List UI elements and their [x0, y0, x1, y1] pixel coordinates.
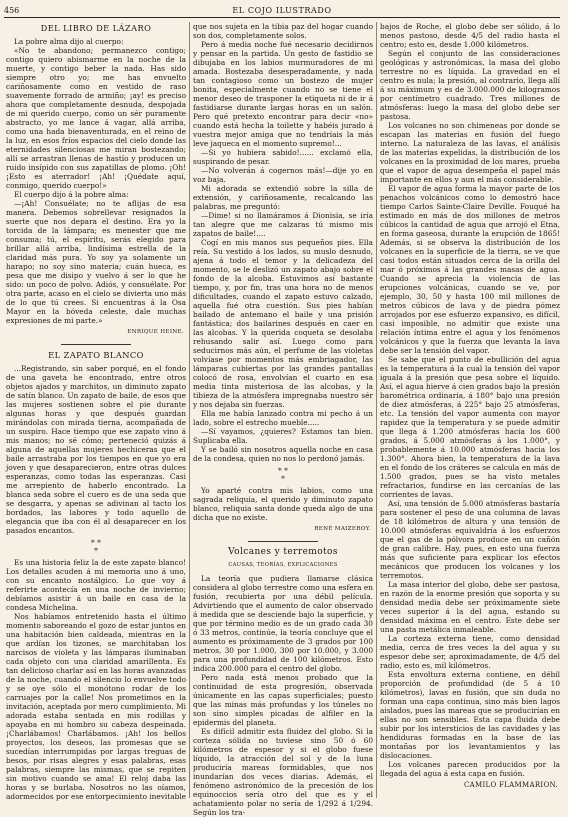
ornament-text: * * * — [91, 538, 101, 555]
page-number: 456 — [4, 6, 20, 15]
paragraph: —Si yo hubiera sabido!...... exclamó ella, suspirando de pesar. — [193, 148, 373, 166]
ornament-text: * * * — [278, 466, 288, 483]
article-subtitle: CAUSAS, TEORÍAS, EXPLICACIONES — [228, 562, 338, 568]
header-rule — [4, 17, 560, 18]
paragraph: Yo aparté contra mis labios, como una sagrada reliquia, el querido y diminuto zapato blanco, reliquia santa donde queda algo de una dicha que no existe. — [193, 486, 373, 522]
paragraph: que nos sujeta en la tibia paz del hogar cuando son dos, completamente solos. — [193, 22, 373, 40]
paragraph: Esta envoltura externa contiene, en débil proporción de profundidad (de 5 á 10 kilómetros), lavas en fusión, que sin duda no forman una capa continua, sino más bien lagos aislados, pues las mareas que se producirían en ellas no son sensibles. Esta capa fluida debe subir por los intersticios de las cavidades y las hendiduras formadas en la base de las montañas por los levantamientos y las dislocaciones. — [380, 670, 560, 760]
paragraph: —No volverán á cogernos más!—dije yo en voz baja. — [193, 166, 373, 184]
ornament-stars — [193, 467, 373, 483]
paragraph: El cuerpo dijo á la pobre alma: — [14, 190, 129, 199]
column-3 — [380, 22, 560, 800]
paragraph: La teoría que pudiera llamarse clásica considera al globo terrestre como una esfera en fusión, recubierta por una débil película. Advirtiendo que el aumento de calor observado á medida que se desciende bajo la superficie, y que por término medio es de un grado cada 30 ó 33 metros, continúe, la teoría concluye que el aumento es próximamente de 3 grados por 100 metros, 30 por 1.000, 300 por 10.000, y 3.000 para una profundidad de 100 kilómetros. Esto indica 200.000 para el centro del globo. — [193, 574, 373, 673]
paragraph: Cogí en mis manos sus pequeños pies. Ella reía. Su vestido á los lados, su muslo desnudo, ajena á todo el temor y la delicadeza del momento, se le deslizó un zapato abajo sobre el fondo de la alcoba. Estuvimos así bastante tiempo, y, por fin, tras una hora no de menos dificultades, cuando el zapato estuvo calzado, aquella fué otra cuestión. Sus pies habían bailado de antemano el baile y una prisión fantástica; dos bailarines después en caer en las alcobas. Y la querida coqueta se desolaba rehusando salir así. Luego como para seducirnos más aún, el perfume de las violetas volvíase por momentos más embriagador, las lámparas cubiertas por las grandes pantallas colocó de rosa, envolvían el cuarto en esa media tinta misteriosa de las alcobas, y la tibieza de la atmósfera impregnaba nuestro sér y nos dejaba sin fuerzas. — [193, 238, 373, 409]
paragraph: El vapor de agua forma la mayor parte de los penachos volcánicos como lo demostró hace tiempo Carlos Sainte-Claire Deville. Fouqué ha estimado en más de dos millones de metros cúbicos la cantidad de agua que arrojó el Etna, en forma gaseosa, durante la erupción de 1865! Además, si se observa la distribución de los volcanes en la superficie de la tierra, se ve que casi todos están situados cerca de la orilla del mar ó próximos á las grandes masas de agua. Cuando se aprecia la violencia de las erupciones volcánicas, cuando se ve, por ejemplo, 30, 50 y hasta 100 mil millones de metros cúbicos de lava y de piedra pómez arrojados por ese esfuerzo expansivo, es difícil, casi imposible, no admitir que existe una relación íntima entre el agua y los fenómenos volcánicos y que la fuerza que levanta la lava debe ser la tensión del vapor. — [380, 184, 560, 355]
column-divider — [376, 22, 377, 798]
paragraph: Pero á media noche fué necesario decidirnos y pensar en la partida. Un gesto de fastidio se dibujaba en los labios murmuradores de mi amada. Bostezaba desesperadamente, y nada tan contagioso como un bostezo de mujer bonita, especialmente cuando no se tiene el menor deseo de trasponer la etiqueta ni de ir á fastidiarse durante largas horas en un salón. Pero qué pretexto encontrar para decir «no» cuando está hecha la toilette y habéis jurado á vuestra mejor amiga que no tendríais la más leve jaqueca en el momento supremo!... — [193, 40, 373, 148]
paragraph: La corteza externa tiene, como densidad media, cerca de tres veces la del agua y su espesor debe ser, aproximadamente, de 4/5 del radio, esto es, mil kilómetros. — [380, 634, 560, 670]
column-2 — [193, 22, 373, 817]
paragraph: Y se bailó sin nosotros aquella noche en casa de la condesa, quien no nos lo perdonó jamás. — [193, 445, 373, 463]
paragraph: Pero nada está menos probado que la continuidad de esta progresión, observada únicamente en las capas superficiales; puesto que las minas más profundas y los túneles no son sino simples picadas de alfiler en la epidermis del planeta. — [193, 673, 373, 727]
author-signature: ENRIQUE HEINE. — [127, 329, 184, 335]
paragraph: Se sabe que el punto de ebullición del agua es la temperatura á la cual la tensión del vapor iguala á la presión que pesa sobre el líquido. Así, el agua hierve á cien grados bajo la presión barométrica ordinaria, á 180° bajo una presión de diez atmósferas, á 225° bajo 25 atmósferas, etc. La tensión del vapor aumenta con mayor rapidez que la temperatura y se puede admitir que llega á 1.200 atmósferas hacia los 600 grados, á 5.000 atmósferas á los 1.000°, y probablemente á 10.000 atmósferas hacia los 1.300°. Ahora bien, la temperatura de la lava en el fondo de los cráteres se calcula en más de 1.500 grados, pues se ha visto metales refractarios, fundirse en las cercanías de las corrientes de lavas. — [380, 355, 560, 499]
column-divider — [189, 22, 190, 798]
magazine-title: EL COJO ILUSTRADO — [232, 6, 332, 15]
paragraph: Es difícil admitir esta fluidez del globo. Si la corteza sólida no tuviese sino 50 ó 60 kilómetros de espesor y si el globo fuese líquido, la atracción del sol y de la luna produciría mareas formidables, que nos inundarían dos veces diarias. Además, el fenómeno astronómico de la precesión de los equinoccios sería otro del que es y el achatamiento polar no sería de 1/292 á 1/294. Según los tra- — [193, 727, 373, 817]
paragraph: ...Registrando, sin saber porqué, en el fondo de una gaveta he encontrado, entre otros objetos ajados y marchitos, un diminuto zapato de satín blanco. Un zapato de baile, de esos que las mujeres sostienen sobre el pie durante algunas horas y que después guardan mirándolas con mirada tierna, acompañada de un suspiro. Hace tiempo que ese zapato vino á mis manos; no sé cómo; perteneció quizás á alguna de aquellas mujeres hechiceras que el baile arrastraba por los tiempos en que yo era joven y que desaparecieron, entre otras dulces esperanzas, como todas las esperanzas. Casi me arrepiento de haberlo encontrado. La blanca seda sobre el cuero es de una seda que se desgarra, y apenas se adivinan al tacto los bordados, las labores y todo aquello de elegancia que iba con él al desaparecer en los pasados encantos. — [6, 364, 186, 535]
section-rule — [61, 344, 131, 345]
paragraph: Así, una tensión de 5.000 atmósferas bastaría para sostener el peso de una columna de lavas de 18 kilómetros de altura y una tensión de 10.000 atmósferas equivaldría á los esfuerzos que el gas de la pólvora produce en un cañón de gran calibre. Hay, pues, en esto una fuerza más que suficiente para explicar los efectos mecánicos que producen los volcanes y los terremotos. — [380, 499, 560, 580]
paragraph: —Sí vayamos, ¿quieres? Estamos tan bien. Suplicaba ella. — [193, 427, 373, 445]
paragraph: «No te abandono; permanezco contigo; contigo quiero abismarme en la noche de la muerte, y contigo beber la nada. Has sido siempre otro yo; me has envuelto cariñosamente como en vestido de raso suavemente forrado de armiño; ¡ay! es preciso ahora que completamente desnuda, despojada de mi querido cuerpo, como un sér puramente abstracto, yo me lance á vagar, allá arriba, como una hada bienaventurada, en el reino de la luz, en esos fríos espacios del cielo donde las eternidades silenciosas me miran bostezando; allí se arrastran llenas de hastío y producen un ruido insípido con sus zapatillas de plomo. ¡Oh! ¡Esto es aterrador! ¡Ah! ¡Quédate aquí, conmigo, querido cuerpo!» — [6, 46, 186, 190]
paragraph: La masa interior del globo, debe ser pastosa, en razón de la enorme presión que soporta y su densidad media debe ser próximamente siete veces superior á la del agua, estando su densidad máxima en el centro. Este debe ser una pasta metálica inmaleable. — [380, 580, 560, 634]
column-1 — [6, 22, 186, 800]
paragraph: La pobre alma dijo al cuerpo: — [14, 37, 124, 46]
author-signature: RENÉ MAIZEROY. — [314, 526, 371, 532]
paragraph: Es una historia feliz la de este zapato blanco! Los detalles acuden á mi memoria uno á uno, con su encanto nostálgico. Lo que voy á referirte acontecía en una noche de invierno; debíamos asistir á un baile en casa de la condesa Michelina. — [6, 558, 186, 612]
paragraph: Mi adorada se extendió sobre la silla de extensión, y cariñosamente, recalcando las palabras, me preguntó: — [193, 184, 373, 211]
paragraph: Los volcanes no son chimeneas por donde se escapan las materias en fusión del fuego interno. La naturaleza de las lavas, el análisis de las materias expelidas, la distribución de los volcanes en la proximidad de los mares, prueba que el vapor de agua desempeña el papel más importante en ellos y aun el más considerable. — [380, 121, 560, 184]
paragraph: Según el conjunto de las consideraciones geológicas y astronómicas, la masa del globo terrestre no es líquida. La gravedad en el centro es nula; la presión, al contrario, llega allí á su máximum y es de 3.000.000 de kilogramos por centímetro cuadrado. Tres millones de atmósferas: luego la masa del globo debe ser pastosa. — [380, 49, 560, 121]
paragraph: —¡Ah! Consuélate; no te aflijas de esa manera. Debemos sobrellevar resignados la suerte que nos depara el destino. Era yo la torcida de la lámpara; es menester que me consuma; tú, el espíritu, serás elegido para brillar allá arriba, lindísima estrella de la claridad más pura. Yo soy ya solamente un harapo; no soy sino materia; cuán hueca, es pesa que me disipo y vuelvo á ser lo que he sido: un poco de polvo. Adiós, y consuélate. Por otra parte, acaso en el cielo se divierta uno más de lo que tú crees. Si encuentras á la Osa Mayor en la bóveda celeste, dale muchas expresiones de mi parte.» — [6, 199, 186, 325]
section-rule — [248, 541, 318, 542]
paragraph: Ella me había lanzado contra mi pecho á un lado, sobre el estrecho mueble..... — [193, 409, 373, 427]
ornament-stars — [6, 539, 186, 555]
article-title-volcanes: Volcanes y terremotos — [228, 547, 338, 557]
paragraph: —Dime! si no llamáramos á Dionisia, se iría tan alegre que me calzaras tú mismo mis zapatos de baile!.... — [193, 211, 373, 238]
paragraph: Los volcanes parecen producidos por la llegada del agua á esta capa en fusión. — [380, 760, 560, 778]
author-signature: CAMILO FLAMMARION. — [464, 781, 558, 789]
paragraph: bajos de Roche, el globo debe ser sólido, á lo menos pastoso, desde 4/5 del radio hasta el centro; esto es, desde 1.000 kilómetros. — [380, 22, 560, 49]
article-title-lazaro: DEL LIBRO DE LÁZARO — [40, 23, 152, 33]
paragraph: Nos habíamos entretenido hasta el último momento saboreando el gozo de estar juntos en una habitación bien caldeada, mientras en la que ardían los tizones, se marchitaban los narcisos de violeta y las lámparas iluminaban cada objeto con una claridad amarillenta. Es tan delicioso charlar así en las horas avanzadas de la noche, cuando el silencio lo envuelve todo y se oye sólo el monótono rodar de los carruajes por la calle! Nos prometimos en la invitación, aceptada por mero cumplimiento. Mi adorada estaba sentada en mis rodillas y apoyaba en mi hombro su cabeza despeinada. ¡Charlábamos! Charlábamos. ¡Ah! los bellos proyectos, los deseos, las promesas que se sucedían interrumpidas por largas treguas de besos, por risas alegres y esas palabras, esas palabras, siempre las mismas, que se repiten sin motivo cuando se ama! El reloj daba las horas y se burlaba. Nosotros no las oíamos, adormecidos por ese entorpecimiento inevitable — [6, 612, 186, 801]
article-title-zapato: EL ZAPATO BLANCO — [48, 350, 144, 360]
